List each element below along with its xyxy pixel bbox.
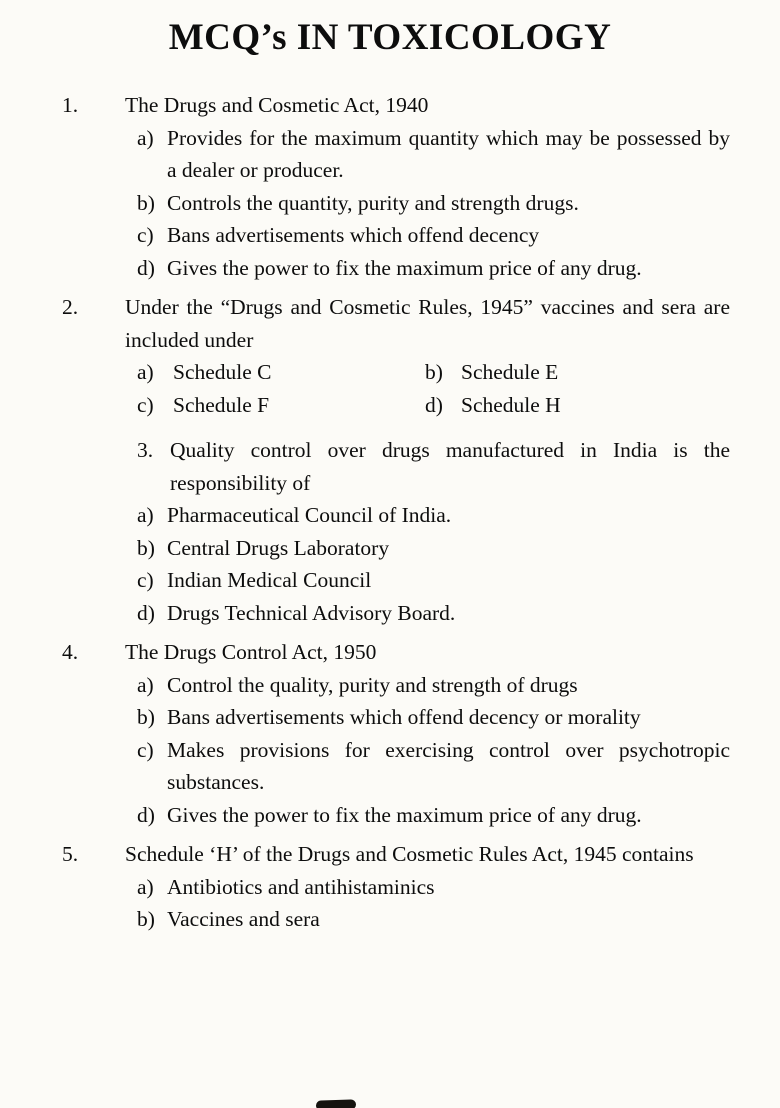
- option-text: Schedule C: [173, 360, 272, 384]
- question-text: The Drugs Control Act, 1950: [125, 640, 377, 664]
- option-label: d): [137, 600, 155, 625]
- question-4-options: [137, 669, 730, 832]
- option-item: [137, 903, 730, 936]
- option-text: Indian Medical Council: [167, 568, 372, 592]
- option-text: Schedule F: [173, 392, 270, 417]
- option-label: d): [137, 802, 155, 827]
- option-item: [137, 389, 425, 422]
- option-text: Controls the quantity, purity and strength drugs.: [167, 190, 579, 215]
- option-label: b): [425, 360, 443, 384]
- option-label: b): [137, 705, 155, 729]
- option-label: a): [137, 360, 154, 384]
- question-2-head: [62, 291, 730, 356]
- option-item: [137, 532, 730, 565]
- option-item: [137, 499, 730, 532]
- option-label: c): [137, 568, 154, 592]
- option-item: [137, 871, 730, 904]
- option-label: a): [137, 503, 154, 527]
- question-number: 1.: [62, 93, 79, 117]
- question-4-head: [62, 636, 730, 669]
- question-number: 3.: [137, 438, 154, 462]
- option-text: Provides for the maximum quantity which may be possessed by a dealer or producer.: [167, 125, 730, 182]
- page-title: MCQ’s IN TOXICOLOGY: [168, 17, 612, 58]
- option-label: b): [137, 535, 155, 560]
- option-text: Schedule E: [461, 360, 559, 384]
- question-5-options: [137, 871, 730, 936]
- option-text: Antibiotics and antihistaminics: [167, 874, 435, 899]
- option-item: [137, 122, 730, 187]
- question-3: [62, 434, 730, 629]
- option-label: a): [137, 672, 154, 697]
- question-1: [62, 89, 730, 284]
- option-item: [137, 597, 730, 630]
- option-label: b): [137, 190, 155, 215]
- option-label: d): [137, 255, 155, 280]
- option-text: Control the quality, purity and strength of drugs: [167, 672, 578, 697]
- question-5: [62, 838, 730, 936]
- option-text: Schedule H: [461, 392, 561, 417]
- scan-artifact: [316, 1099, 356, 1108]
- option-text: Central Drugs Laboratory: [167, 535, 390, 560]
- question-number: 2.: [62, 295, 79, 319]
- option-text: Vaccines and sera: [167, 907, 320, 931]
- option-text: Gives the power to fix the maximum price of any drug.: [167, 802, 642, 827]
- option-label: a): [137, 874, 154, 899]
- question-text: The Drugs and Cosmetic Act, 1940: [125, 93, 429, 117]
- question-4: [62, 636, 730, 831]
- option-text: Gives the power to fix the maximum price of any drug.: [167, 255, 642, 280]
- option-item: [425, 389, 730, 422]
- option-label: d): [425, 392, 443, 417]
- option-item: [137, 187, 730, 220]
- option-text: Pharmaceutical Council of India.: [167, 503, 452, 527]
- question-number: 5.: [62, 842, 79, 866]
- option-text: Bans advertisements which offend decency: [167, 223, 540, 247]
- option-item: [137, 701, 730, 734]
- option-item: [137, 564, 730, 597]
- option-text: Drugs Technical Advisory Board.: [167, 600, 456, 625]
- option-label: a): [137, 125, 154, 150]
- option-item: [425, 356, 730, 389]
- option-item: [137, 219, 730, 252]
- option-text: Bans advertisements which offend decency or morality: [167, 705, 641, 729]
- question-3-options: [137, 499, 730, 629]
- questions-list: [0, 89, 780, 936]
- question-text: Schedule ‘H’ of the Drugs and Cosmetic Rules Act, 1945 contains: [125, 842, 694, 866]
- question-3-head: [137, 434, 730, 499]
- option-label: c): [137, 737, 154, 762]
- option-item: [137, 734, 730, 799]
- question-2-options: [137, 356, 730, 421]
- option-item: [137, 252, 730, 285]
- option-text: Makes provisions for exercising control over psychotropic substances.: [167, 737, 730, 794]
- question-1-options: [137, 122, 730, 285]
- option-item: [137, 356, 425, 389]
- option-label: c): [137, 392, 154, 417]
- question-5-head: [62, 838, 730, 871]
- question-2: [62, 291, 730, 421]
- question-text: Under the “Drugs and Cosmetic Rules, 1945” vaccines and sera are included under: [125, 295, 730, 352]
- option-item: [137, 669, 730, 702]
- question-number: 4.: [62, 640, 79, 664]
- option-item: [137, 799, 730, 832]
- option-label: b): [137, 907, 155, 931]
- option-label: c): [137, 223, 154, 247]
- question-text: Quality control over drugs manufactured in India is the responsibility of: [170, 438, 730, 495]
- question-1-head: [62, 89, 730, 122]
